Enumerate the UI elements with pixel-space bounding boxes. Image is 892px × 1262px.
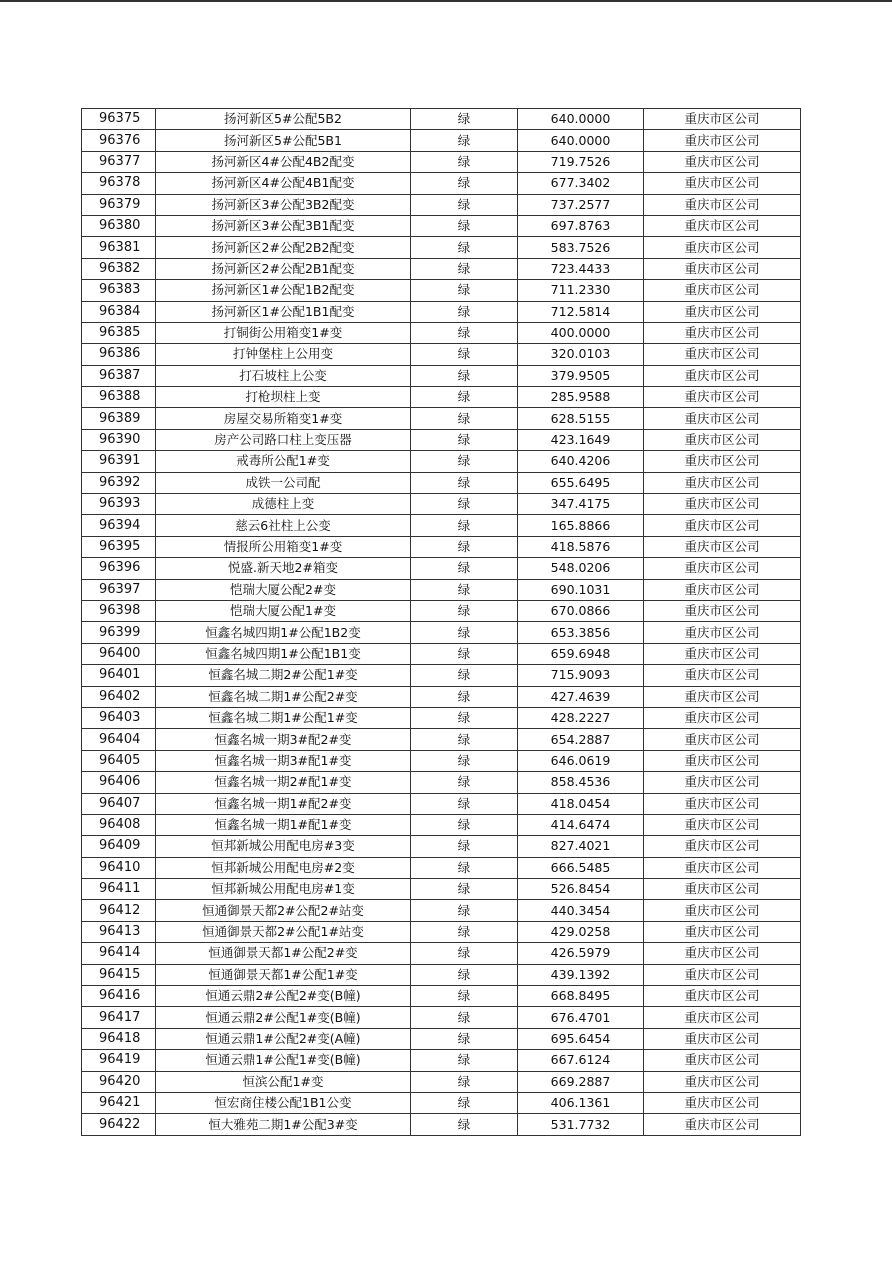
capacity-value-cell: 320.0103	[518, 344, 644, 365]
table-row	[82, 857, 801, 878]
row-id-cell: 96399	[82, 622, 156, 643]
capacity-value-cell: 285.9588	[518, 387, 644, 408]
company-cell: 重庆市区公司	[644, 750, 801, 771]
status-cell: 绿	[411, 258, 518, 279]
table-row	[82, 408, 801, 429]
row-id-cell: 96418	[82, 1028, 156, 1049]
company-cell: 重庆市区公司	[644, 194, 801, 215]
table-row	[82, 1092, 801, 1113]
row-id-cell: 96383	[82, 280, 156, 301]
table-row	[82, 558, 801, 579]
capacity-value-cell: 347.4175	[518, 494, 644, 515]
capacity-value-cell: 667.6124	[518, 1050, 644, 1071]
status-cell: 绿	[411, 1071, 518, 1092]
company-cell: 重庆市区公司	[644, 322, 801, 343]
row-id-cell: 96415	[82, 964, 156, 985]
company-cell: 重庆市区公司	[644, 451, 801, 472]
substation-name-cell: 扬河新区4#公配4B1配变	[156, 173, 411, 194]
substation-name-cell: 恒鑫名城二期1#公配1#变	[156, 707, 411, 728]
capacity-value-cell: 583.7526	[518, 237, 644, 258]
row-id-cell: 96417	[82, 1007, 156, 1028]
table-row	[82, 964, 801, 985]
row-id-cell: 96419	[82, 1050, 156, 1071]
table-row	[82, 1071, 801, 1092]
substation-name-cell: 扬河新区4#公配4B2配变	[156, 151, 411, 172]
capacity-value-cell: 677.3402	[518, 173, 644, 194]
row-id-cell: 96410	[82, 857, 156, 878]
status-cell: 绿	[411, 964, 518, 985]
table-row	[82, 451, 801, 472]
company-cell: 重庆市区公司	[644, 707, 801, 728]
table-row	[82, 109, 801, 130]
status-cell: 绿	[411, 665, 518, 686]
table-row	[82, 600, 801, 621]
table-row	[82, 814, 801, 835]
row-id-cell: 96387	[82, 365, 156, 386]
status-cell: 绿	[411, 707, 518, 728]
table-row	[82, 344, 801, 365]
substation-name-cell: 恒邦新城公用配电房#3变	[156, 836, 411, 857]
table-row	[82, 1007, 801, 1028]
status-cell: 绿	[411, 515, 518, 536]
company-cell: 重庆市区公司	[644, 494, 801, 515]
table-row	[82, 793, 801, 814]
capacity-value-cell: 440.3454	[518, 900, 644, 921]
status-cell: 绿	[411, 280, 518, 301]
capacity-value-cell: 414.6474	[518, 814, 644, 835]
substation-name-cell: 恒大雅苑二期1#公配3#变	[156, 1114, 411, 1135]
substation-name-cell: 成铁一公司配	[156, 472, 411, 493]
table-row	[82, 986, 801, 1007]
substation-name-cell: 房屋交易所箱变1#变	[156, 408, 411, 429]
status-cell: 绿	[411, 408, 518, 429]
row-id-cell: 96385	[82, 322, 156, 343]
status-cell: 绿	[411, 750, 518, 771]
status-cell: 绿	[411, 173, 518, 194]
company-cell: 重庆市区公司	[644, 964, 801, 985]
substation-name-cell: 恒邦新城公用配电房#2变	[156, 857, 411, 878]
status-cell: 绿	[411, 237, 518, 258]
capacity-value-cell: 646.0619	[518, 750, 644, 771]
table-row	[82, 429, 801, 450]
capacity-value-cell: 690.1031	[518, 579, 644, 600]
capacity-value-cell: 428.2227	[518, 707, 644, 728]
table-row	[82, 258, 801, 279]
company-cell: 重庆市区公司	[644, 814, 801, 835]
substation-name-cell: 恒通云鼎2#公配1#变(B幢)	[156, 1007, 411, 1028]
row-id-cell: 96381	[82, 237, 156, 258]
status-cell: 绿	[411, 921, 518, 942]
capacity-value-cell: 670.0866	[518, 600, 644, 621]
substation-name-cell: 扬河新区1#公配1B1配变	[156, 301, 411, 322]
status-cell: 绿	[411, 387, 518, 408]
table-row	[82, 772, 801, 793]
capacity-value-cell: 427.4639	[518, 686, 644, 707]
substation-name-cell: 恒鑫名城一期1#配1#变	[156, 814, 411, 835]
row-id-cell: 96404	[82, 729, 156, 750]
substation-name-cell: 恒鑫名城四期1#公配1B1变	[156, 643, 411, 664]
capacity-value-cell: 526.8454	[518, 879, 644, 900]
table-row	[82, 643, 801, 664]
company-cell: 重庆市区公司	[644, 643, 801, 664]
capacity-value-cell: 418.5876	[518, 536, 644, 557]
status-cell: 绿	[411, 1092, 518, 1113]
row-id-cell: 96377	[82, 151, 156, 172]
company-cell: 重庆市区公司	[644, 772, 801, 793]
company-cell: 重庆市区公司	[644, 943, 801, 964]
table-row	[82, 729, 801, 750]
substation-name-cell: 恒邦新城公用配电房#1变	[156, 879, 411, 900]
capacity-value-cell: 165.8866	[518, 515, 644, 536]
company-cell: 重庆市区公司	[644, 365, 801, 386]
company-cell: 重庆市区公司	[644, 665, 801, 686]
capacity-value-cell: 429.0258	[518, 921, 644, 942]
company-cell: 重庆市区公司	[644, 280, 801, 301]
substation-name-cell: 恒宏商住楼公配1B1公变	[156, 1092, 411, 1113]
substation-name-cell: 悦盛.新天地2#箱变	[156, 558, 411, 579]
row-id-cell: 96386	[82, 344, 156, 365]
row-id-cell: 96379	[82, 194, 156, 215]
row-id-cell: 96397	[82, 579, 156, 600]
company-cell: 重庆市区公司	[644, 1114, 801, 1135]
row-id-cell: 96378	[82, 173, 156, 194]
company-cell: 重庆市区公司	[644, 258, 801, 279]
table-row	[82, 280, 801, 301]
status-cell: 绿	[411, 558, 518, 579]
row-id-cell: 96406	[82, 772, 156, 793]
capacity-value-cell: 426.5979	[518, 943, 644, 964]
status-cell: 绿	[411, 1028, 518, 1049]
status-cell: 绿	[411, 365, 518, 386]
row-id-cell: 96395	[82, 536, 156, 557]
company-cell: 重庆市区公司	[644, 921, 801, 942]
table-row	[82, 173, 801, 194]
substation-name-cell: 扬河新区3#公配3B1配变	[156, 215, 411, 236]
status-cell: 绿	[411, 986, 518, 1007]
company-cell: 重庆市区公司	[644, 515, 801, 536]
row-id-cell: 96376	[82, 130, 156, 151]
row-id-cell: 96407	[82, 793, 156, 814]
company-cell: 重庆市区公司	[644, 173, 801, 194]
capacity-value-cell: 400.0000	[518, 322, 644, 343]
company-cell: 重庆市区公司	[644, 793, 801, 814]
substation-name-cell: 成德柱上变	[156, 494, 411, 515]
status-cell: 绿	[411, 151, 518, 172]
substation-name-cell: 恒鑫名城一期3#配1#变	[156, 750, 411, 771]
company-cell: 重庆市区公司	[644, 579, 801, 600]
status-cell: 绿	[411, 686, 518, 707]
row-id-cell: 96401	[82, 665, 156, 686]
table-row	[82, 515, 801, 536]
capacity-value-cell: 669.2887	[518, 1071, 644, 1092]
row-id-cell: 96380	[82, 215, 156, 236]
company-cell: 重庆市区公司	[644, 1050, 801, 1071]
table-row	[82, 387, 801, 408]
capacity-value-cell: 858.4536	[518, 772, 644, 793]
table-row	[82, 686, 801, 707]
capacity-value-cell: 640.4206	[518, 451, 644, 472]
substation-name-cell: 扬河新区3#公配3B2配变	[156, 194, 411, 215]
substation-name-cell: 扬河新区2#公配2B2配变	[156, 237, 411, 258]
table-row	[82, 130, 801, 151]
row-id-cell: 96403	[82, 707, 156, 728]
row-id-cell: 96416	[82, 986, 156, 1007]
substation-name-cell: 慈云6社柱上公变	[156, 515, 411, 536]
company-cell: 重庆市区公司	[644, 536, 801, 557]
status-cell: 绿	[411, 600, 518, 621]
capacity-value-cell: 697.8763	[518, 215, 644, 236]
status-cell: 绿	[411, 772, 518, 793]
status-cell: 绿	[411, 194, 518, 215]
row-id-cell: 96411	[82, 879, 156, 900]
capacity-value-cell: 653.3856	[518, 622, 644, 643]
row-id-cell: 96392	[82, 472, 156, 493]
substation-name-cell: 恒鑫名城一期1#配2#变	[156, 793, 411, 814]
company-cell: 重庆市区公司	[644, 729, 801, 750]
row-id-cell: 96375	[82, 109, 156, 130]
data-table	[81, 108, 801, 1136]
status-cell: 绿	[411, 451, 518, 472]
company-cell: 重庆市区公司	[644, 857, 801, 878]
table-row	[82, 151, 801, 172]
status-cell: 绿	[411, 301, 518, 322]
capacity-value-cell: 439.1392	[518, 964, 644, 985]
table-row	[82, 879, 801, 900]
capacity-value-cell: 827.4021	[518, 836, 644, 857]
company-cell: 重庆市区公司	[644, 301, 801, 322]
capacity-value-cell: 711.2330	[518, 280, 644, 301]
substation-name-cell: 恒鑫名城一期3#配2#变	[156, 729, 411, 750]
capacity-value-cell: 695.6454	[518, 1028, 644, 1049]
capacity-value-cell: 723.4433	[518, 258, 644, 279]
row-id-cell: 96394	[82, 515, 156, 536]
row-id-cell: 96388	[82, 387, 156, 408]
company-cell: 重庆市区公司	[644, 558, 801, 579]
capacity-value-cell: 406.1361	[518, 1092, 644, 1113]
company-cell: 重庆市区公司	[644, 836, 801, 857]
substation-name-cell: 房产公司路口柱上变压器	[156, 429, 411, 450]
substation-name-cell: 情报所公用箱变1#变	[156, 536, 411, 557]
substation-name-cell: 恒通御景天都2#公配2#站变	[156, 900, 411, 921]
company-cell: 重庆市区公司	[644, 109, 801, 130]
status-cell: 绿	[411, 879, 518, 900]
row-id-cell: 96408	[82, 814, 156, 835]
status-cell: 绿	[411, 579, 518, 600]
table-row	[82, 365, 801, 386]
substation-name-cell: 打石坡柱上公变	[156, 365, 411, 386]
substation-name-cell: 恒鑫名城一期2#配1#变	[156, 772, 411, 793]
company-cell: 重庆市区公司	[644, 622, 801, 643]
company-cell: 重庆市区公司	[644, 344, 801, 365]
capacity-value-cell: 719.7526	[518, 151, 644, 172]
substation-name-cell: 打钟堡柱上公用变	[156, 344, 411, 365]
table-row	[82, 665, 801, 686]
capacity-value-cell: 666.5485	[518, 857, 644, 878]
substation-name-cell: 扬河新区1#公配1B2配变	[156, 280, 411, 301]
status-cell: 绿	[411, 836, 518, 857]
status-cell: 绿	[411, 1007, 518, 1028]
capacity-value-cell: 418.0454	[518, 793, 644, 814]
table-row	[82, 1028, 801, 1049]
row-id-cell: 96390	[82, 429, 156, 450]
table-row	[82, 900, 801, 921]
company-cell: 重庆市区公司	[644, 215, 801, 236]
status-cell: 绿	[411, 109, 518, 130]
status-cell: 绿	[411, 215, 518, 236]
substation-name-cell: 恒通云鼎1#公配2#变(A幢)	[156, 1028, 411, 1049]
table-row	[82, 322, 801, 343]
row-id-cell: 96420	[82, 1071, 156, 1092]
row-id-cell: 96421	[82, 1092, 156, 1113]
substation-name-cell: 戒毒所公配1#变	[156, 451, 411, 472]
capacity-value-cell: 737.2577	[518, 194, 644, 215]
status-cell: 绿	[411, 622, 518, 643]
status-cell: 绿	[411, 900, 518, 921]
substation-name-cell: 打铜街公用箱变1#变	[156, 322, 411, 343]
row-id-cell: 96409	[82, 836, 156, 857]
row-id-cell: 96391	[82, 451, 156, 472]
company-cell: 重庆市区公司	[644, 1007, 801, 1028]
capacity-value-cell: 668.8495	[518, 986, 644, 1007]
status-cell: 绿	[411, 729, 518, 750]
company-cell: 重庆市区公司	[644, 879, 801, 900]
status-cell: 绿	[411, 472, 518, 493]
table-row	[82, 237, 801, 258]
row-id-cell: 96414	[82, 943, 156, 964]
row-id-cell: 96384	[82, 301, 156, 322]
substation-name-cell: 恺瑞大厦公配2#变	[156, 579, 411, 600]
substation-name-cell: 恒通云鼎2#公配2#变(B幢)	[156, 986, 411, 1007]
substation-name-cell: 恒通御景天都2#公配1#站变	[156, 921, 411, 942]
status-cell: 绿	[411, 344, 518, 365]
table-row	[82, 536, 801, 557]
row-id-cell: 96422	[82, 1114, 156, 1135]
status-cell: 绿	[411, 130, 518, 151]
capacity-value-cell: 640.0000	[518, 130, 644, 151]
substation-name-cell: 恒通御景天都1#公配2#变	[156, 943, 411, 964]
status-cell: 绿	[411, 322, 518, 343]
company-cell: 重庆市区公司	[644, 130, 801, 151]
row-id-cell: 96398	[82, 600, 156, 621]
capacity-value-cell: 676.4701	[518, 1007, 644, 1028]
status-cell: 绿	[411, 536, 518, 557]
status-cell: 绿	[411, 429, 518, 450]
capacity-value-cell: 655.6495	[518, 472, 644, 493]
status-cell: 绿	[411, 643, 518, 664]
capacity-value-cell: 531.7732	[518, 1114, 644, 1135]
company-cell: 重庆市区公司	[644, 1092, 801, 1113]
capacity-value-cell: 640.0000	[518, 109, 644, 130]
capacity-value-cell: 715.9093	[518, 665, 644, 686]
company-cell: 重庆市区公司	[644, 986, 801, 1007]
page-top-border	[0, 0, 892, 2]
table-body	[82, 109, 801, 1136]
company-cell: 重庆市区公司	[644, 237, 801, 258]
table-row	[82, 707, 801, 728]
status-cell: 绿	[411, 793, 518, 814]
company-cell: 重庆市区公司	[644, 686, 801, 707]
status-cell: 绿	[411, 943, 518, 964]
row-id-cell: 96405	[82, 750, 156, 771]
table-row	[82, 194, 801, 215]
row-id-cell: 96413	[82, 921, 156, 942]
table-row	[82, 472, 801, 493]
table-row	[82, 750, 801, 771]
status-cell: 绿	[411, 857, 518, 878]
table-row	[82, 1114, 801, 1135]
company-cell: 重庆市区公司	[644, 429, 801, 450]
row-id-cell: 96393	[82, 494, 156, 515]
capacity-value-cell: 379.9505	[518, 365, 644, 386]
table-row	[82, 921, 801, 942]
substation-name-cell: 恒鑫名城四期1#公配1B2变	[156, 622, 411, 643]
table-row	[82, 1050, 801, 1071]
table-row	[82, 622, 801, 643]
capacity-value-cell: 548.0206	[518, 558, 644, 579]
row-id-cell: 96412	[82, 900, 156, 921]
capacity-value-cell: 423.1649	[518, 429, 644, 450]
table-row	[82, 215, 801, 236]
status-cell: 绿	[411, 1114, 518, 1135]
company-cell: 重庆市区公司	[644, 600, 801, 621]
substation-name-cell: 恒滨公配1#变	[156, 1071, 411, 1092]
capacity-value-cell: 654.2887	[518, 729, 644, 750]
company-cell: 重庆市区公司	[644, 408, 801, 429]
capacity-value-cell: 712.5814	[518, 301, 644, 322]
table-row	[82, 494, 801, 515]
substation-name-cell: 恺瑞大厦公配1#变	[156, 600, 411, 621]
substation-name-cell: 恒通云鼎1#公配1#变(B幢)	[156, 1050, 411, 1071]
table-row	[82, 301, 801, 322]
company-cell: 重庆市区公司	[644, 1071, 801, 1092]
status-cell: 绿	[411, 814, 518, 835]
company-cell: 重庆市区公司	[644, 1028, 801, 1049]
substation-name-cell: 恒鑫名城二期2#公配1#变	[156, 665, 411, 686]
row-id-cell: 96389	[82, 408, 156, 429]
table-row	[82, 836, 801, 857]
company-cell: 重庆市区公司	[644, 900, 801, 921]
status-cell: 绿	[411, 494, 518, 515]
substation-name-cell: 扬河新区2#公配2B1配变	[156, 258, 411, 279]
company-cell: 重庆市区公司	[644, 472, 801, 493]
table-row	[82, 579, 801, 600]
substation-name-cell: 扬河新区5#公配5B1	[156, 130, 411, 151]
substation-name-cell: 恒鑫名城二期1#公配2#变	[156, 686, 411, 707]
substation-name-cell: 扬河新区5#公配5B2	[156, 109, 411, 130]
table-row	[82, 943, 801, 964]
status-cell: 绿	[411, 1050, 518, 1071]
substation-name-cell: 打枪坝柱上变	[156, 387, 411, 408]
company-cell: 重庆市区公司	[644, 151, 801, 172]
row-id-cell: 96396	[82, 558, 156, 579]
company-cell: 重庆市区公司	[644, 387, 801, 408]
row-id-cell: 96400	[82, 643, 156, 664]
row-id-cell: 96402	[82, 686, 156, 707]
row-id-cell: 96382	[82, 258, 156, 279]
capacity-value-cell: 659.6948	[518, 643, 644, 664]
substation-name-cell: 恒通御景天都1#公配1#变	[156, 964, 411, 985]
capacity-value-cell: 628.5155	[518, 408, 644, 429]
